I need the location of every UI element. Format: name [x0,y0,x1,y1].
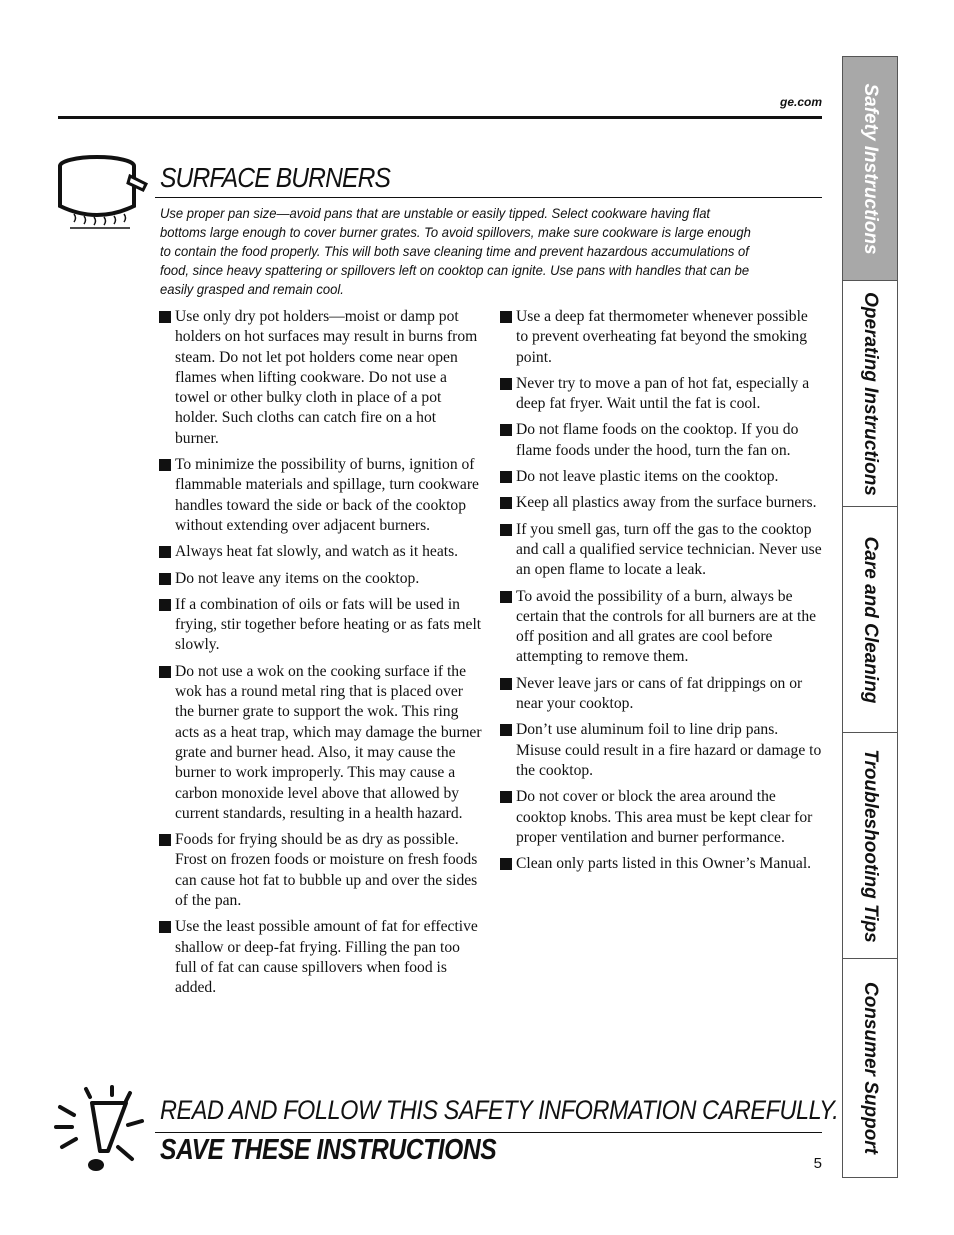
exclamation-icon [52,1085,156,1180]
bullet-icon [159,921,171,933]
list-item [158,542,483,562]
list-item-text: Do not flame foods on the cooktop. If you do flame foods under the hood, turn the fan on. [516,421,799,459]
bullet-icon [500,858,512,870]
list-item-text: Use the least possible amount of fat for effective shallow or deep-fat frying. Filling the pan too full of fat can cause spillovers when food is added. [175,918,478,997]
bullet-icon [159,546,171,558]
list-item-text: Do not leave any items on the cooktop. [175,569,420,587]
bullet-icon [500,678,512,690]
list-item [158,830,483,911]
bullet-icon [159,311,171,323]
tab-operating-instructions[interactable] [843,281,897,507]
list-item-text: Never try to move a pan of hot fat, especially a deep fat fryer. Wait until the fat is cool. [516,374,810,413]
list-item [158,662,483,824]
bullet-icon [159,599,171,611]
list-item-text: Keep all plastics away from the surface burners. [516,494,817,512]
page-number: 5 [813,1155,822,1172]
tab-safety-instructions[interactable] [843,57,897,281]
list-item [499,854,822,874]
tab-label: Care and Cleaning [860,536,881,703]
list-item [158,307,483,449]
bullet-icon [500,311,512,323]
tab-label: Safety Instructions [860,82,881,255]
list-item-text: To minimize the possibility of burns, ignition of flammable materials and spillage, turn cookware handles toward the side or back of the cooktop without extending over adjacent burners. [175,456,479,534]
list-item-text: Clean only parts listed in this Owner’s Manual. [516,855,812,873]
header-rule [58,116,822,119]
save-instructions-line: SAVE THESE INSTRUCTIONS [160,1134,497,1166]
list-item-text: If a combination of oils or fats will be used in frying, stir together before heating or as fats melt slowly. [175,595,482,654]
tab-label: Troubleshooting Tips [860,748,881,943]
list-item [499,587,822,668]
list-item [499,674,822,715]
list-item-text: Use only dry pot holders—moist or damp pot holders on hot surfaces may result in burns from steam. Do not let pot holders come near open flames when lifting cookware. Do not use a towel or other bulky cloth in place of a pot holder. Such cloths can catch fire on a hot burner. [175,308,478,447]
tab-care-and-cleaning[interactable] [843,507,897,733]
list-item [499,467,822,487]
bullet-icon [500,724,512,736]
bullet-icon [500,524,512,536]
bullet-icon [500,591,512,603]
bullet-icon [159,666,171,678]
section-title: SURFACE BURNERS [160,162,391,193]
list-item-text: Always heat fat slowly, and watch as it heats. [175,543,459,561]
list-item [499,307,822,368]
bullet-icon [159,459,171,471]
list-item [158,569,483,589]
site-url[interactable]: ge.com [779,95,822,109]
list-item-text: Do not cover or block the area around the cooktop knobs. This area must be kept clear for proper ventilation and burner performance. [516,788,813,846]
list-item [499,420,822,461]
bullet-icon [500,791,512,803]
bullet-icon [500,378,512,390]
bullet-icon [159,834,171,846]
footer-rule [155,1132,822,1133]
list-item [158,917,483,998]
list-item [499,787,822,848]
bullet-icon [159,573,171,585]
list-item [499,520,822,581]
list-item-text: To avoid the possibility of a burn, always be certain that the controls for all burners are at the off position and all grates are cool before attempting to remove them. [516,587,817,666]
list-item [499,720,822,781]
bullet-icon [500,471,512,483]
list-item [499,374,822,415]
safety-warning-line: READ AND FOLLOW THIS SAFETY INFORMATION CAREFULLY. [160,1095,839,1125]
list-item [499,493,822,513]
list-item-text: Use a deep fat thermometer whenever possible to prevent overheating fat beyond the smoking point. [516,308,808,366]
title-rule [155,197,822,198]
tab-troubleshooting-tips[interactable] [843,733,897,959]
pot-icon [50,150,150,240]
side-tab-nav [842,56,898,1178]
list-item-text: Don’t use aluminum foil to line drip pans. Misuse could result in a fire hazard or damage to the cooktop. [516,721,822,779]
bullet-icon [500,497,512,509]
list-item [158,455,483,536]
list-item-text: Never leave jars or cans of fat drippings on or near your cooktop. [516,674,803,713]
list-item-text: Foods for frying should be as dry as possible. Frost on frozen foods or moisture on fresh foods can cause hot fat to bubble up and over the sides of the pan. [175,831,478,910]
list-item-text: If you smell gas, turn off the gas to the cooktop and call a qualified service technician. Never use an open flame to locate a leak. [516,520,822,579]
tab-label: Operating Instructions [860,291,881,496]
section-intro: Use proper pan size—avoid pans that are unstable or easily tipped. Select cookware having flat bottoms large enough to cover burner grates. To avoid spillovers, make sure cookware is large enough to contain the food properly. This will both save cleaning time and prevent hazardous accumulations of food, since heavy spattering or spillovers left on cooktop can ignite. Use pans with handles that can be easily grasped and remain cool. [160,205,751,297]
tab-label: Consumer Support [860,981,881,1155]
right-column [499,307,822,880]
list-item-text: Do not leave plastic items on the cooktop. [516,468,779,486]
left-column [158,307,483,1005]
bullet-icon [500,424,512,436]
tab-consumer-support[interactable] [843,959,897,1177]
list-item [158,595,483,656]
list-item-text: Do not use a wok on the cooking surface if the wok has a round metal ring that is placed over the burner grate to support the wok. This ring acts as a heat trap, which may damage the burner grate and burner head. Also, it may cause the burner to work improperly. This may cause a carbon monoxide level above that allowed by current standards, resulting in a health hazard. [175,662,482,822]
